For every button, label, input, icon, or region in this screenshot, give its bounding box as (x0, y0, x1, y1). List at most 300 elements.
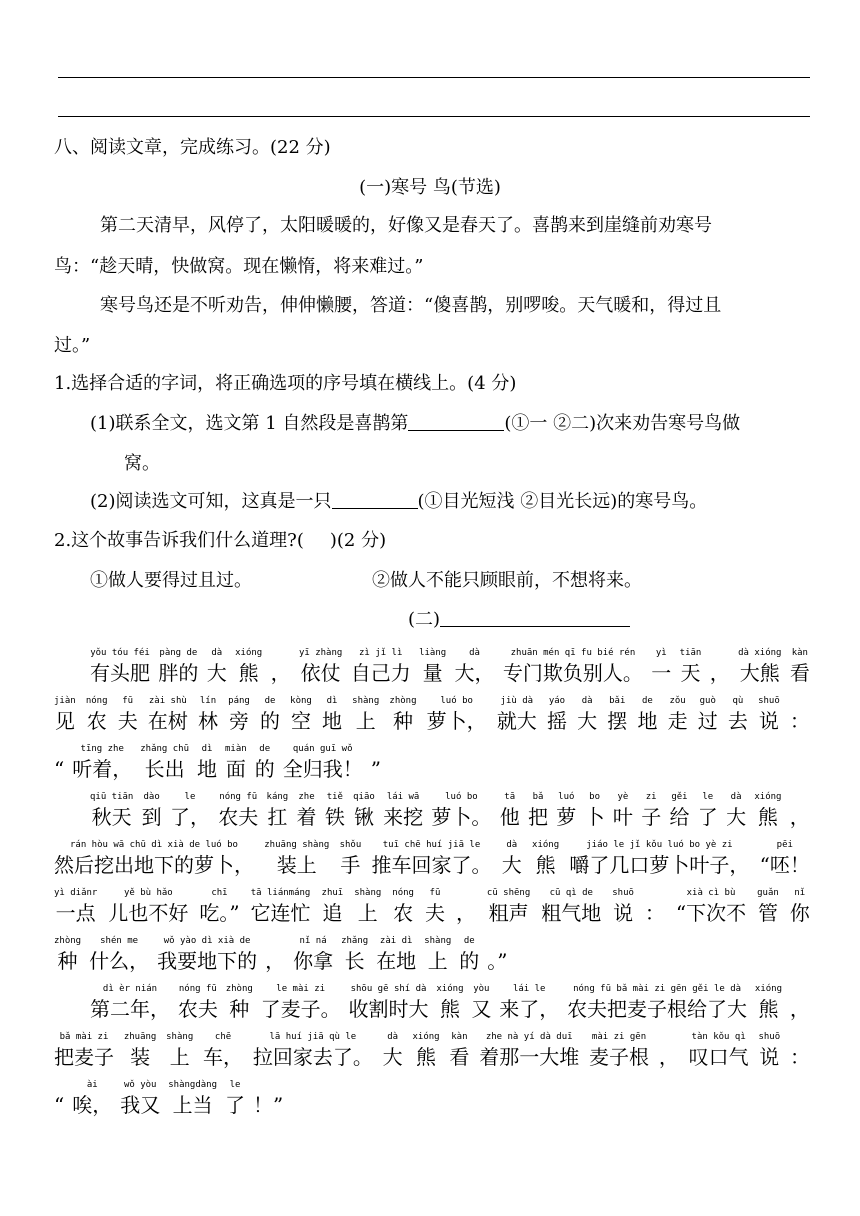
pinyin: shàngdàng (168, 1080, 218, 1090)
ruby-token (54, 934, 81, 974)
ruby-token (120, 1078, 160, 1118)
pinyin: pēi (776, 840, 793, 850)
pinyin: cū shēng (486, 888, 531, 898)
pinyin: nǐ ná (299, 936, 327, 946)
pinyin: káng (266, 792, 289, 802)
ruby-token (340, 838, 362, 878)
ruby-token (197, 742, 217, 782)
hanzi: 量 (422, 661, 443, 685)
part2-title-blank[interactable] (440, 608, 630, 627)
pinyin: zhòng (389, 696, 417, 706)
pinyin: pàng de (159, 648, 198, 658)
hanzi: 萝 (556, 805, 577, 829)
ruby-token (497, 694, 537, 734)
pinyin: tīng zhe (80, 744, 124, 754)
hanzi: 来了， (499, 997, 560, 1021)
hanzi: 自己力 (350, 661, 411, 685)
pinyin: dà (506, 840, 518, 850)
pinyin: xià cì bù (686, 888, 736, 898)
ruby-token (459, 934, 479, 974)
ruby-token (607, 694, 627, 734)
question-2-stem (54, 529, 386, 553)
ruby-token (389, 694, 416, 734)
hanzi: ， (789, 805, 810, 829)
question-1-sub1-wrap: 窝。 (124, 453, 160, 474)
story-line (54, 838, 810, 878)
pinyin: dì (201, 744, 213, 754)
pinyin: dì èr nián (102, 984, 158, 994)
ruby-token (669, 790, 689, 830)
hanzi: 种 (229, 997, 250, 1021)
ruby-token (502, 838, 522, 878)
hanzi: 把 (528, 805, 548, 829)
pinyin: shàng (354, 888, 382, 898)
pinyin: páng (228, 696, 250, 706)
pinyin: shuō (758, 1032, 781, 1042)
ruby-token (260, 694, 280, 734)
ruby-token (758, 1030, 780, 1070)
pinyin: zhòng (54, 936, 82, 946)
pinyin: rán hòu wā chū dì xià de luó bo (70, 840, 238, 850)
hanzi: ： (789, 709, 810, 733)
pinyin: shuō (612, 888, 634, 898)
hanzi: “ (54, 757, 65, 781)
hanzi: 走 (667, 709, 688, 733)
pinyin: lā huí jiā qù le (269, 1032, 357, 1042)
pinyin: zài dì (379, 936, 413, 946)
ruby-token (251, 886, 311, 926)
ruby-token (499, 982, 559, 1022)
ruby-token (698, 790, 718, 830)
ruby-token (528, 790, 548, 830)
hanzi: 去 (727, 709, 748, 733)
hanzi: 摆 (607, 709, 628, 733)
pinyin: zhe (298, 792, 315, 802)
hanzi: 地 (322, 709, 342, 733)
hanzi: 上 (169, 1045, 190, 1069)
hanzi: 胖的 (158, 661, 199, 685)
ruby-token (569, 838, 749, 878)
pinyin: zì jǐ lì (359, 648, 403, 658)
pinyin: luó (558, 792, 575, 802)
ruby-token (728, 694, 748, 734)
hanzi: “ (54, 1093, 65, 1117)
ruby-token (54, 1030, 114, 1070)
hanzi: 过 (697, 709, 718, 733)
ruby-token (86, 694, 108, 734)
pinyin: qiāo (353, 792, 375, 802)
ruby-token (267, 790, 289, 830)
hanzi: 大， (454, 661, 495, 685)
hanzi: ！” (253, 1093, 284, 1117)
ruby-token (726, 790, 746, 830)
pinyin: wǒ yòu (123, 1080, 157, 1090)
hanzi: 唉， (72, 1093, 113, 1117)
hanzi: 专门欺负别人。 (502, 661, 643, 685)
pinyin: xióng (754, 984, 783, 994)
pinyin: chī (211, 888, 228, 898)
hanzi: 给 (669, 805, 690, 829)
ruby-token (698, 694, 718, 734)
ruby-token (585, 790, 605, 830)
pinyin: dà (730, 792, 742, 802)
hanzi: 在树 (147, 709, 188, 733)
hanzi: 粗声 (488, 901, 529, 925)
hanzi: 地 (637, 709, 658, 733)
ruby-token (738, 646, 781, 686)
ruby-token (392, 886, 414, 926)
ruby-token (158, 646, 198, 686)
ruby-token (755, 982, 782, 1022)
ruby-token (349, 982, 429, 1022)
pinyin: xióng (436, 984, 464, 994)
part1-para2-line1: 寒号鸟还是不听劝告，伸伸懒腰，答道：“傻喜鹊，别啰唆。天气暖和，得过且 (100, 295, 722, 316)
ruby-token (372, 838, 492, 878)
ruby-token (89, 934, 149, 974)
pinyin: yǒu tóu féi (90, 648, 150, 658)
hanzi: 旁 (229, 709, 249, 733)
question-1-sub2 (90, 490, 707, 514)
hanzi: 秋天 (91, 805, 132, 829)
ruby-token (203, 1030, 243, 1070)
ruby-token (637, 694, 657, 734)
ruby-token (341, 934, 368, 974)
hanzi: 收割时大 (348, 997, 429, 1021)
ruby-token (436, 982, 463, 1022)
hanzi: 装 (130, 1045, 151, 1069)
pinyin: zhuāng (123, 1032, 157, 1042)
part1-para1-line2: 鸟：“趁天晴，快做窝。现在懒惰，将来难过。” (54, 256, 424, 277)
hanzi: ： (644, 901, 665, 925)
hanzi: 我又 (120, 1093, 161, 1117)
hanzi: 大 (577, 709, 598, 733)
pinyin: fū (429, 888, 441, 898)
ruby-token (90, 982, 170, 1022)
pinyin: le mài zi (276, 984, 326, 994)
hanzi: 大熊 (739, 661, 780, 685)
pinyin: kàn (451, 1032, 468, 1042)
question-1-sub1 (90, 412, 740, 436)
ruby-token (425, 886, 445, 926)
pinyin: yì (655, 648, 667, 658)
hanzi: 叹口气 (688, 1045, 749, 1069)
hanzi: 长 (344, 949, 365, 973)
ruby-token (376, 934, 416, 974)
ruby-token (479, 1030, 579, 1070)
pinyin: dà (581, 696, 593, 706)
pinyin: yě bù hǎo (123, 888, 173, 898)
ruby-token (271, 646, 291, 686)
pinyin: nóng fū (178, 984, 217, 994)
hanzi: 一 (651, 661, 672, 685)
hanzi: 麦子根 (589, 1045, 650, 1069)
hanzi: 地 (197, 757, 218, 781)
story-line (54, 742, 810, 782)
hanzi: 看 (449, 1045, 470, 1069)
pinyin: le (184, 792, 196, 802)
pinyin: xióng (754, 792, 782, 802)
ruby-token (225, 1078, 245, 1118)
ruby-token (297, 790, 317, 830)
ruby-token (253, 1030, 373, 1070)
pinyin: cū qì de (549, 888, 593, 898)
question-2-option-1: ①做人要得过且过。 (90, 570, 252, 591)
hanzi: 上 (427, 949, 448, 973)
pinyin: nóng (85, 696, 108, 706)
hanzi: 卜 (584, 805, 605, 829)
hanzi: 看 (789, 661, 810, 685)
hanzi: 说 (613, 901, 634, 925)
ruby-token (577, 694, 597, 734)
hanzi: 嚼了几口萝卜叶子， (569, 853, 750, 877)
hanzi: 种 (57, 949, 78, 973)
pinyin: nǐ (794, 888, 806, 898)
pinyin: luó bo (440, 696, 473, 706)
pinyin: zǒu (669, 696, 686, 706)
pinyin: shōu gē shí dà (350, 984, 427, 994)
ruby-token (72, 1078, 112, 1118)
hanzi: ： (789, 1045, 810, 1069)
ruby-token (253, 1078, 283, 1118)
hanzi: 铁 (324, 805, 345, 829)
pinyin: xióng (235, 648, 263, 658)
q2-text-before: 2.这个故事告诉我们什么道理?( (54, 530, 304, 551)
hanzi: 的 (254, 757, 275, 781)
ruby-token (72, 742, 132, 782)
ruby-token (613, 790, 633, 830)
ruby-token (790, 694, 810, 734)
pinyin: nóng (392, 888, 414, 898)
ruby-token (641, 790, 661, 830)
hanzi: ， (265, 949, 286, 973)
pinyin: bǎi (609, 696, 626, 706)
hanzi: 熊 (535, 853, 556, 877)
ruby-token (589, 1030, 649, 1070)
pinyin: zhe nà yí dà duī (485, 1032, 573, 1042)
hanzi: 了， (169, 805, 210, 829)
ruby-token (322, 694, 342, 734)
hanzi: 一点 (55, 901, 96, 925)
ruby-token (412, 1030, 439, 1070)
pinyin: gěi (671, 792, 688, 802)
ruby-token (645, 886, 665, 926)
pinyin: lái le (512, 984, 546, 994)
ruby-token (325, 790, 345, 830)
ruby-token (612, 886, 634, 926)
pinyin: liàng (419, 648, 447, 658)
ruby-token (689, 1030, 749, 1070)
hanzi: 种 (392, 709, 413, 733)
pinyin: dà (469, 648, 480, 658)
pinyin: zhuī (321, 888, 344, 898)
question-2-option-2: ②做人不能只顾眼前，不想将来。 (372, 570, 642, 591)
hanzi: “下次不 (675, 901, 747, 925)
hanzi: 空 (291, 709, 311, 733)
ruby-token (178, 982, 218, 1022)
ruby-token (790, 982, 810, 1022)
sub2-answer-blank[interactable] (332, 490, 418, 509)
ruby-token (790, 886, 810, 926)
ruby-token (532, 838, 559, 878)
hanzi: 熊 (238, 661, 259, 685)
pinyin: de (264, 696, 276, 706)
part1-para1-line1: 第二天清早，风停了，太阳暖暖的，好像又是春天了。喜鹊来到崖缝前劝寒号 (100, 215, 712, 236)
ruby-token (90, 646, 150, 686)
ruby-token (424, 934, 451, 974)
ruby-token (567, 982, 747, 1022)
ruby-token (261, 982, 341, 1022)
pinyin: dào (143, 792, 160, 802)
pinyin: bǎ (532, 792, 544, 802)
hanzi: 萝卜， (426, 709, 487, 733)
ruby-token (140, 742, 189, 782)
ruby-token (265, 934, 285, 974)
ruby-token (199, 886, 239, 926)
ruby-token (500, 790, 520, 830)
hanzi: 大 (726, 805, 747, 829)
hanzi: ， (709, 661, 730, 685)
ruby-token (290, 694, 312, 734)
ruby-token (760, 838, 810, 878)
sub1-answer-blank[interactable] (408, 412, 504, 431)
hanzi: 它连忙 (250, 901, 311, 925)
pinyin: tiān (679, 648, 702, 658)
ruby-token (471, 982, 491, 1022)
ruby-token (207, 646, 227, 686)
pinyin: zhǎng (341, 936, 369, 946)
hanzi: 大 (501, 853, 522, 877)
hanzi: 夫 (424, 901, 445, 925)
hanzi: 上 (355, 709, 376, 733)
pinyin: xióng (412, 1032, 440, 1042)
section-heading: 八、阅读文章，完成练习。(22 分) (54, 137, 331, 158)
pinyin: qù (732, 696, 744, 706)
part1-title: (一)寒号 鸟(节选) (359, 177, 501, 198)
pinyin: lái wā (386, 792, 420, 802)
ruby-token (487, 886, 530, 926)
question-1-stem: 1.选择合适的字词，将正确选项的序号填在横线上。(4 分) (54, 373, 517, 394)
hanzi: 来挖 (383, 805, 424, 829)
ruby-token (148, 694, 188, 734)
ruby-token (659, 1030, 679, 1070)
hanzi: 农 (393, 901, 414, 925)
hanzi: ” (370, 757, 381, 781)
hanzi: 叶 (612, 805, 633, 829)
hanzi: 摇 (546, 709, 567, 733)
pinyin: shàng (352, 696, 380, 706)
ruby-token (456, 886, 476, 926)
hanzi: 了 (697, 805, 718, 829)
pinyin: guǎn (757, 888, 779, 898)
hanzi: 装上 (276, 853, 317, 877)
hanzi: 车， (203, 1045, 244, 1069)
ruby-token (371, 742, 381, 782)
pinyin: jiù dà (500, 696, 534, 706)
story-line (90, 646, 810, 686)
hanzi: 依仗 (300, 661, 341, 685)
ruby-token (157, 934, 257, 974)
pinyin: shuō (758, 696, 780, 706)
pinyin: fū (122, 696, 134, 706)
pinyin: miàn (225, 744, 247, 754)
ruby-token (225, 742, 247, 782)
pinyin: bǎ mài zi (59, 1032, 109, 1042)
ruby-token (790, 646, 810, 686)
ruby-token (353, 790, 375, 830)
ruby-token (790, 790, 810, 830)
pinyin: tuī chē huí jiā le (382, 840, 481, 850)
pinyin: tiě (326, 792, 343, 802)
sub2-text-before: (2)阅读选文可知，这真是一只 (90, 491, 332, 512)
hanzi: 第二年， (90, 997, 170, 1021)
ruby-token (541, 886, 601, 926)
answer-line-2 (58, 116, 810, 117)
pinyin: mài zi gēn (591, 1032, 647, 1042)
sub1-text-before: (1)联系全文，选文第 1 自然段是喜鹊第 (90, 413, 409, 434)
pinyin: quán guī wǒ (292, 744, 353, 754)
pinyin: le (229, 1080, 241, 1090)
hanzi: 有头肥 (90, 661, 150, 685)
answer-line-1 (58, 77, 810, 78)
hanzi: 说 (759, 1045, 780, 1069)
pinyin: ài (86, 1080, 98, 1090)
ruby-token (680, 646, 702, 686)
ruby-token (556, 790, 576, 830)
hanzi: 推车回家了。 (371, 853, 492, 877)
hanzi: 大 (206, 661, 227, 685)
pinyin: jiáo le jǐ kǒu luó bo yè zi (586, 840, 733, 850)
pinyin: dì (326, 696, 338, 706)
hanzi: 熊 (439, 997, 460, 1021)
ruby-token (754, 790, 781, 830)
ruby-token (228, 694, 250, 734)
ruby-token (758, 694, 780, 734)
pinyin: kòng (290, 696, 312, 706)
ruby-token (255, 742, 275, 782)
hanzi: 林 (198, 709, 218, 733)
ruby-token (142, 790, 162, 830)
hanzi: 长出 (144, 757, 185, 781)
pinyin: de (259, 744, 271, 754)
hanzi: 农夫 (218, 805, 259, 829)
pinyin: xióng (532, 840, 560, 850)
ruby-token (226, 982, 253, 1022)
ruby-token (351, 646, 411, 686)
pinyin: kàn (791, 648, 808, 658)
pinyin: tā liánmáng (250, 888, 311, 898)
hanzi: “呸！ (759, 853, 810, 877)
hanzi: 扛 (267, 805, 288, 829)
ruby-token (124, 1030, 157, 1070)
ruby-token (427, 694, 487, 734)
pinyin: dà xióng (738, 648, 782, 658)
ruby-token (383, 790, 423, 830)
ruby-token (108, 886, 188, 926)
hanzi: 农夫 (177, 997, 218, 1021)
pinyin: zài shù (148, 696, 187, 706)
part2-title-text: (二) (408, 609, 441, 630)
story-line (54, 1078, 810, 1118)
hanzi: 全归我！ (282, 757, 363, 781)
pinyin: de (642, 696, 653, 706)
hanzi: 把麦子 (54, 1045, 114, 1069)
hanzi: ， (789, 997, 810, 1021)
ruby-token (419, 646, 446, 686)
hanzi: 熊 (416, 1045, 437, 1069)
pinyin: dà (211, 648, 223, 658)
pinyin: tā (504, 792, 516, 802)
story-line (54, 934, 810, 974)
